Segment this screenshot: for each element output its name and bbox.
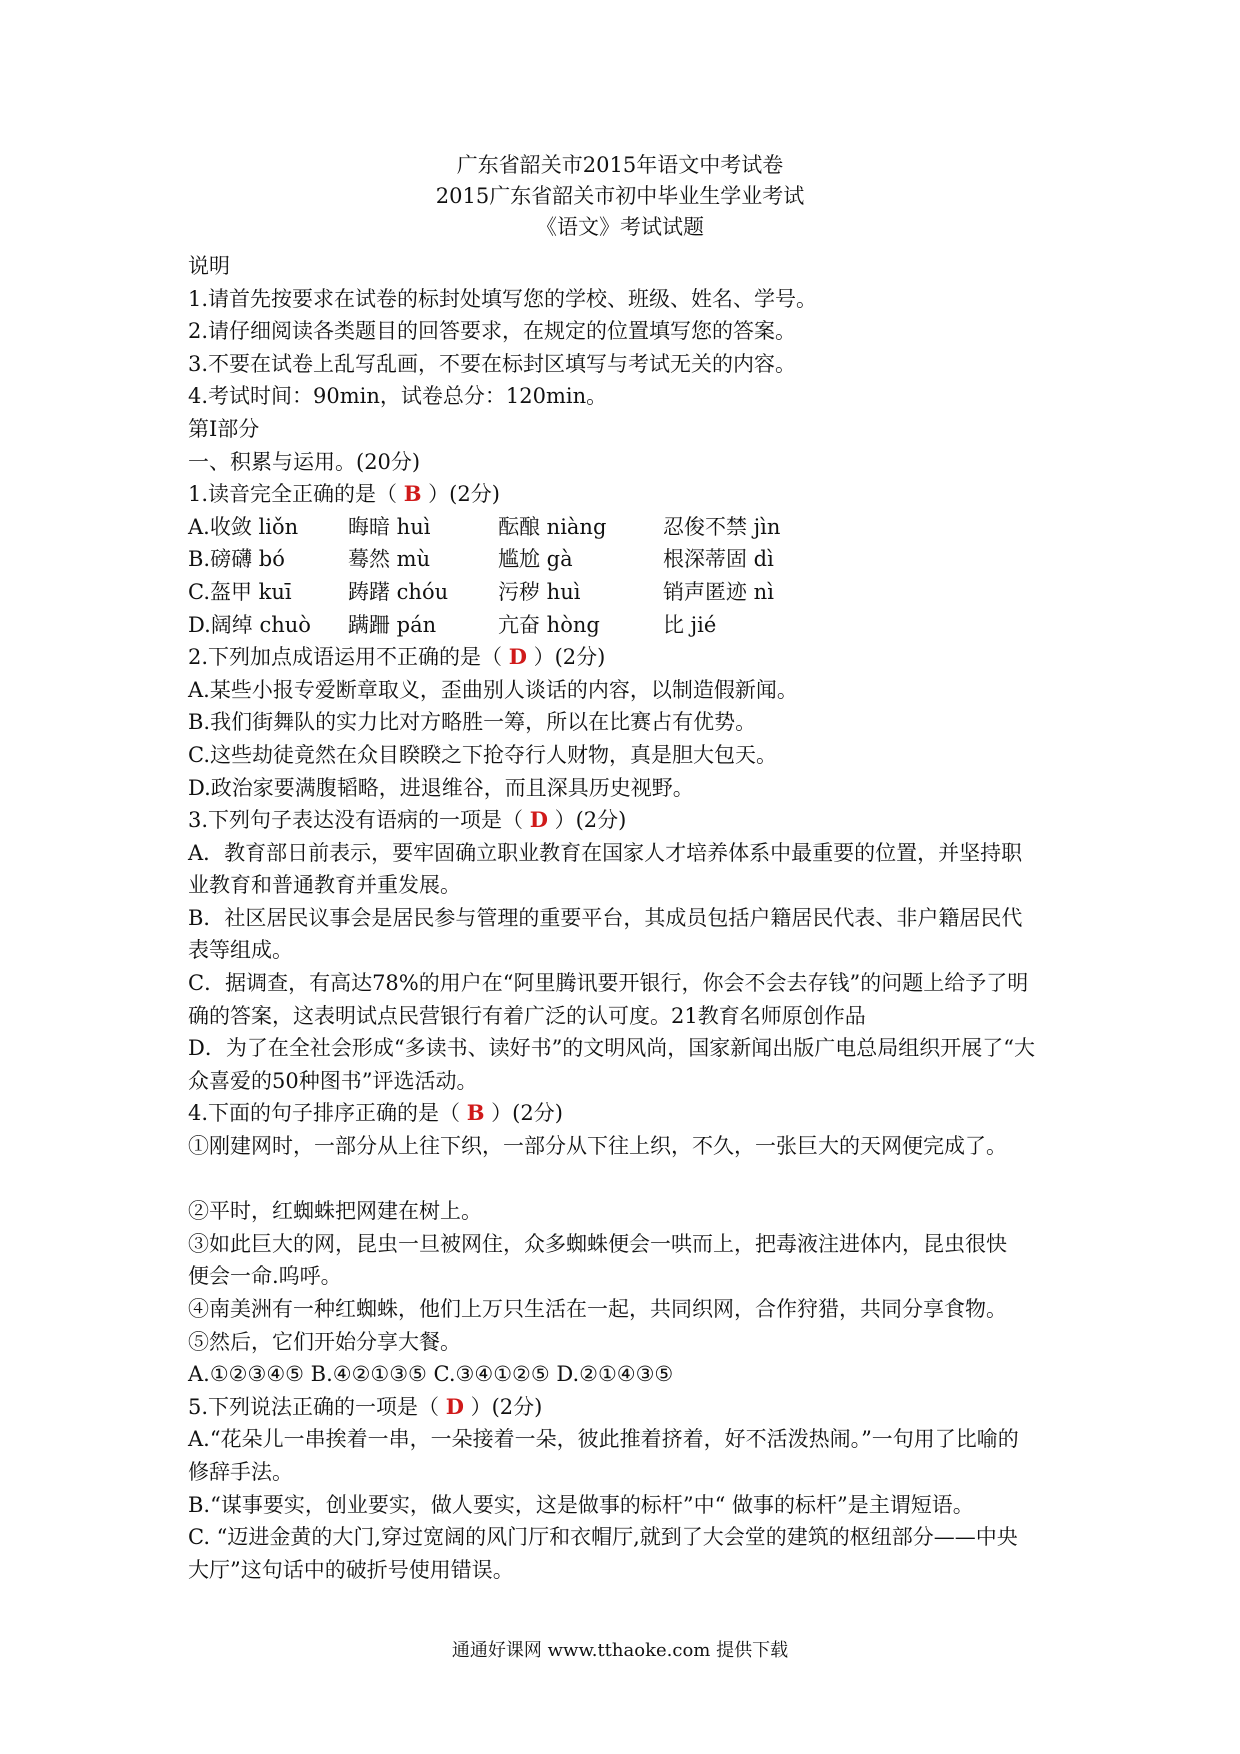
question-2 [188, 641, 1058, 674]
option-line: C. “迈进金黄的大门,穿过宽阔的风门厅和衣帽厅,就到了大会堂的建筑的枢纽部分——中央 [188, 1525, 1018, 1550]
option-cell: 蓦然 mù [348, 547, 431, 572]
answer-mark: B [466, 1100, 485, 1126]
intro-item: 4.考试时间：90min，试卷总分：120min。 [188, 384, 608, 409]
question-text: 5.下列说法正确的一项是（ [188, 1394, 446, 1419]
option-cell: A.收敛 liǒn [188, 514, 299, 539]
option-line: 大厅”这句话中的破折号使用错误。 [188, 1557, 514, 1582]
question-5 [188, 1391, 1058, 1424]
option-cell: 污秽 huì [498, 579, 581, 604]
option-line: B.“谋事要实，创业要实，做人要实，这是做事的标杆”中“ 做事的标杆”是主谓短语。 [188, 1492, 974, 1517]
part-heading: 第Ⅰ部分 [188, 416, 260, 441]
option-line: 表等组成。 [188, 938, 293, 963]
blank-line [188, 1163, 1058, 1196]
option-line: C．据调查，有高达78%的用户在“阿里腾讯要开银行，你会不会去存钱”的问题上给予了明 [188, 971, 1029, 996]
option-line: 业教育和普通教育并重发展。 [188, 873, 461, 898]
intro-item: 3.不要在试卷上乱写乱画，不要在标封区填写与考试无关的内容。 [188, 351, 797, 376]
question-text: 4.下面的句子排序正确的是（ [188, 1101, 467, 1126]
answer-mark: D [445, 1393, 464, 1419]
option-line: 确的答案，这表明试点民营银行有着广泛的认可度。21教育名师原创作品 [188, 1003, 866, 1028]
option-cell: C.盔甲 kuī [188, 579, 292, 604]
question-score: ）(2分) [463, 1394, 543, 1419]
option-line: 修辞手法。 [188, 1459, 293, 1484]
option-line: D．为了在全社会形成“多读书、读好书”的文明风尚，国家新闻出版广电总局组织开展了“大 [188, 1036, 1036, 1061]
answer-mark: D [508, 644, 527, 670]
sentence-line: ④南美洲有一种红蜘蛛，他们上万只生活在一起，共同织网，合作狩猎，共同分享食物。 [188, 1297, 1007, 1321]
option-cell: 晦暗 huì [348, 514, 431, 539]
sentence-line: ②平时，红蜘蛛把网建在树上。 [188, 1199, 482, 1224]
option-row [188, 609, 1058, 642]
option-cell: 根深蒂固 dì [663, 547, 774, 572]
option-cell: 蹒跚 pán [348, 612, 437, 637]
question-3 [188, 804, 1058, 837]
question-text: 1.读音完全正确的是（ [188, 482, 404, 507]
option-line: A.“花朵儿一串挨着一串，一朵接着一朵，彼此推着挤着，好不活泼热闹。”一句用了比喻的 [188, 1427, 1019, 1452]
question-score: ）(2分) [484, 1101, 563, 1126]
option-row [188, 511, 1058, 544]
option-line: 众喜爱的50种图书”评选活动。 [188, 1068, 478, 1093]
exam-body [188, 250, 1058, 1586]
question-score: ）(2分) [547, 808, 627, 833]
option-line: D.政治家要满腹韬略，进退维谷，而且深具历史视野。 [188, 775, 694, 800]
option-cell: 踌躇 chóu [348, 579, 449, 604]
option-cell: 比 jié [663, 612, 717, 637]
option-line: A.①②③④⑤ B.④②①③⑤ C.③④①②⑤ D.②①④③⑤ [188, 1362, 674, 1387]
answer-mark: B [403, 481, 422, 507]
sentence-line: ⑤然后，它们开始分享大餐。 [188, 1329, 461, 1354]
question-4 [188, 1097, 1058, 1130]
option-cell: 忍俊不禁 jìn [663, 514, 781, 539]
option-line: B．社区居民议事会是居民参与管理的重要平台，其成员包括户籍居民代表、非户籍居民代 [188, 905, 1023, 930]
question-text: 2.下列加点成语运用不正确的是（ [188, 645, 509, 670]
sentence-line: ①刚建网时，一部分从上往下织，一部分从下往上织，不久，一张巨大的天网便完成了。 [188, 1134, 1007, 1159]
option-cell: 销声匿迹 nì [663, 579, 774, 604]
intro-heading: 说明 [188, 254, 230, 278]
option-line: A．教育部日前表示，要牢固确立职业教育在国家人才培养体系中最重要的位置，并坚持职 [188, 840, 1023, 865]
question-text: 3.下列句子表达没有语病的一项是（ [188, 808, 530, 833]
exam-title: 广东省韶关市2015年语文中考试卷 [456, 153, 784, 177]
intro-item: 2.请仔细阅读各类题目的回答要求，在规定的位置填写您的答案。 [188, 319, 797, 344]
question-score: ）(2分) [421, 482, 500, 507]
option-cell: 亢奋 hòng [498, 612, 600, 637]
question-1 [188, 478, 1058, 511]
sentence-line: 便会一命.呜呼。 [188, 1264, 342, 1289]
exam-subtitle: 2015广东省韶关市初中毕业生学业考试 [435, 184, 805, 208]
intro-item: 1.请首先按要求在试卷的标封处填写您的学校、班级、姓名、学号。 [188, 286, 818, 311]
option-row [188, 576, 1058, 609]
question-score: ）(2分) [526, 645, 606, 670]
option-line: B.我们街舞队的实力比对方略胜一筹，所以在比赛占有优势。 [188, 710, 757, 735]
title-block [0, 150, 1240, 243]
answer-mark: D [529, 807, 548, 833]
exam-subject: 《语文》考试试题 [536, 215, 704, 239]
option-line: C.这些劫徒竟然在众目睽睽之下抢夺行人财物，真是胆大包天。 [188, 742, 777, 767]
option-cell: D.阔绰 chuò [188, 612, 311, 637]
page-footer: 通通好课网 www.tthaoke.com 提供下载 [451, 1640, 789, 1661]
option-cell: 尴尬 gà [498, 547, 573, 572]
section-heading: 一、积累与运用。(20分) [188, 449, 421, 474]
option-cell: B.磅礴 bó [188, 547, 285, 572]
option-row [188, 543, 1058, 576]
option-cell: 酝酿 niàng [498, 514, 607, 539]
option-line: A.某些小报专爱断章取义，歪曲别人谈话的内容，以制造假新闻。 [188, 677, 798, 702]
sentence-line: ③如此巨大的网，昆虫一旦被网住，众多蜘蛛便会一哄而上，把毒液注进体内，昆虫很快 [188, 1231, 1007, 1256]
